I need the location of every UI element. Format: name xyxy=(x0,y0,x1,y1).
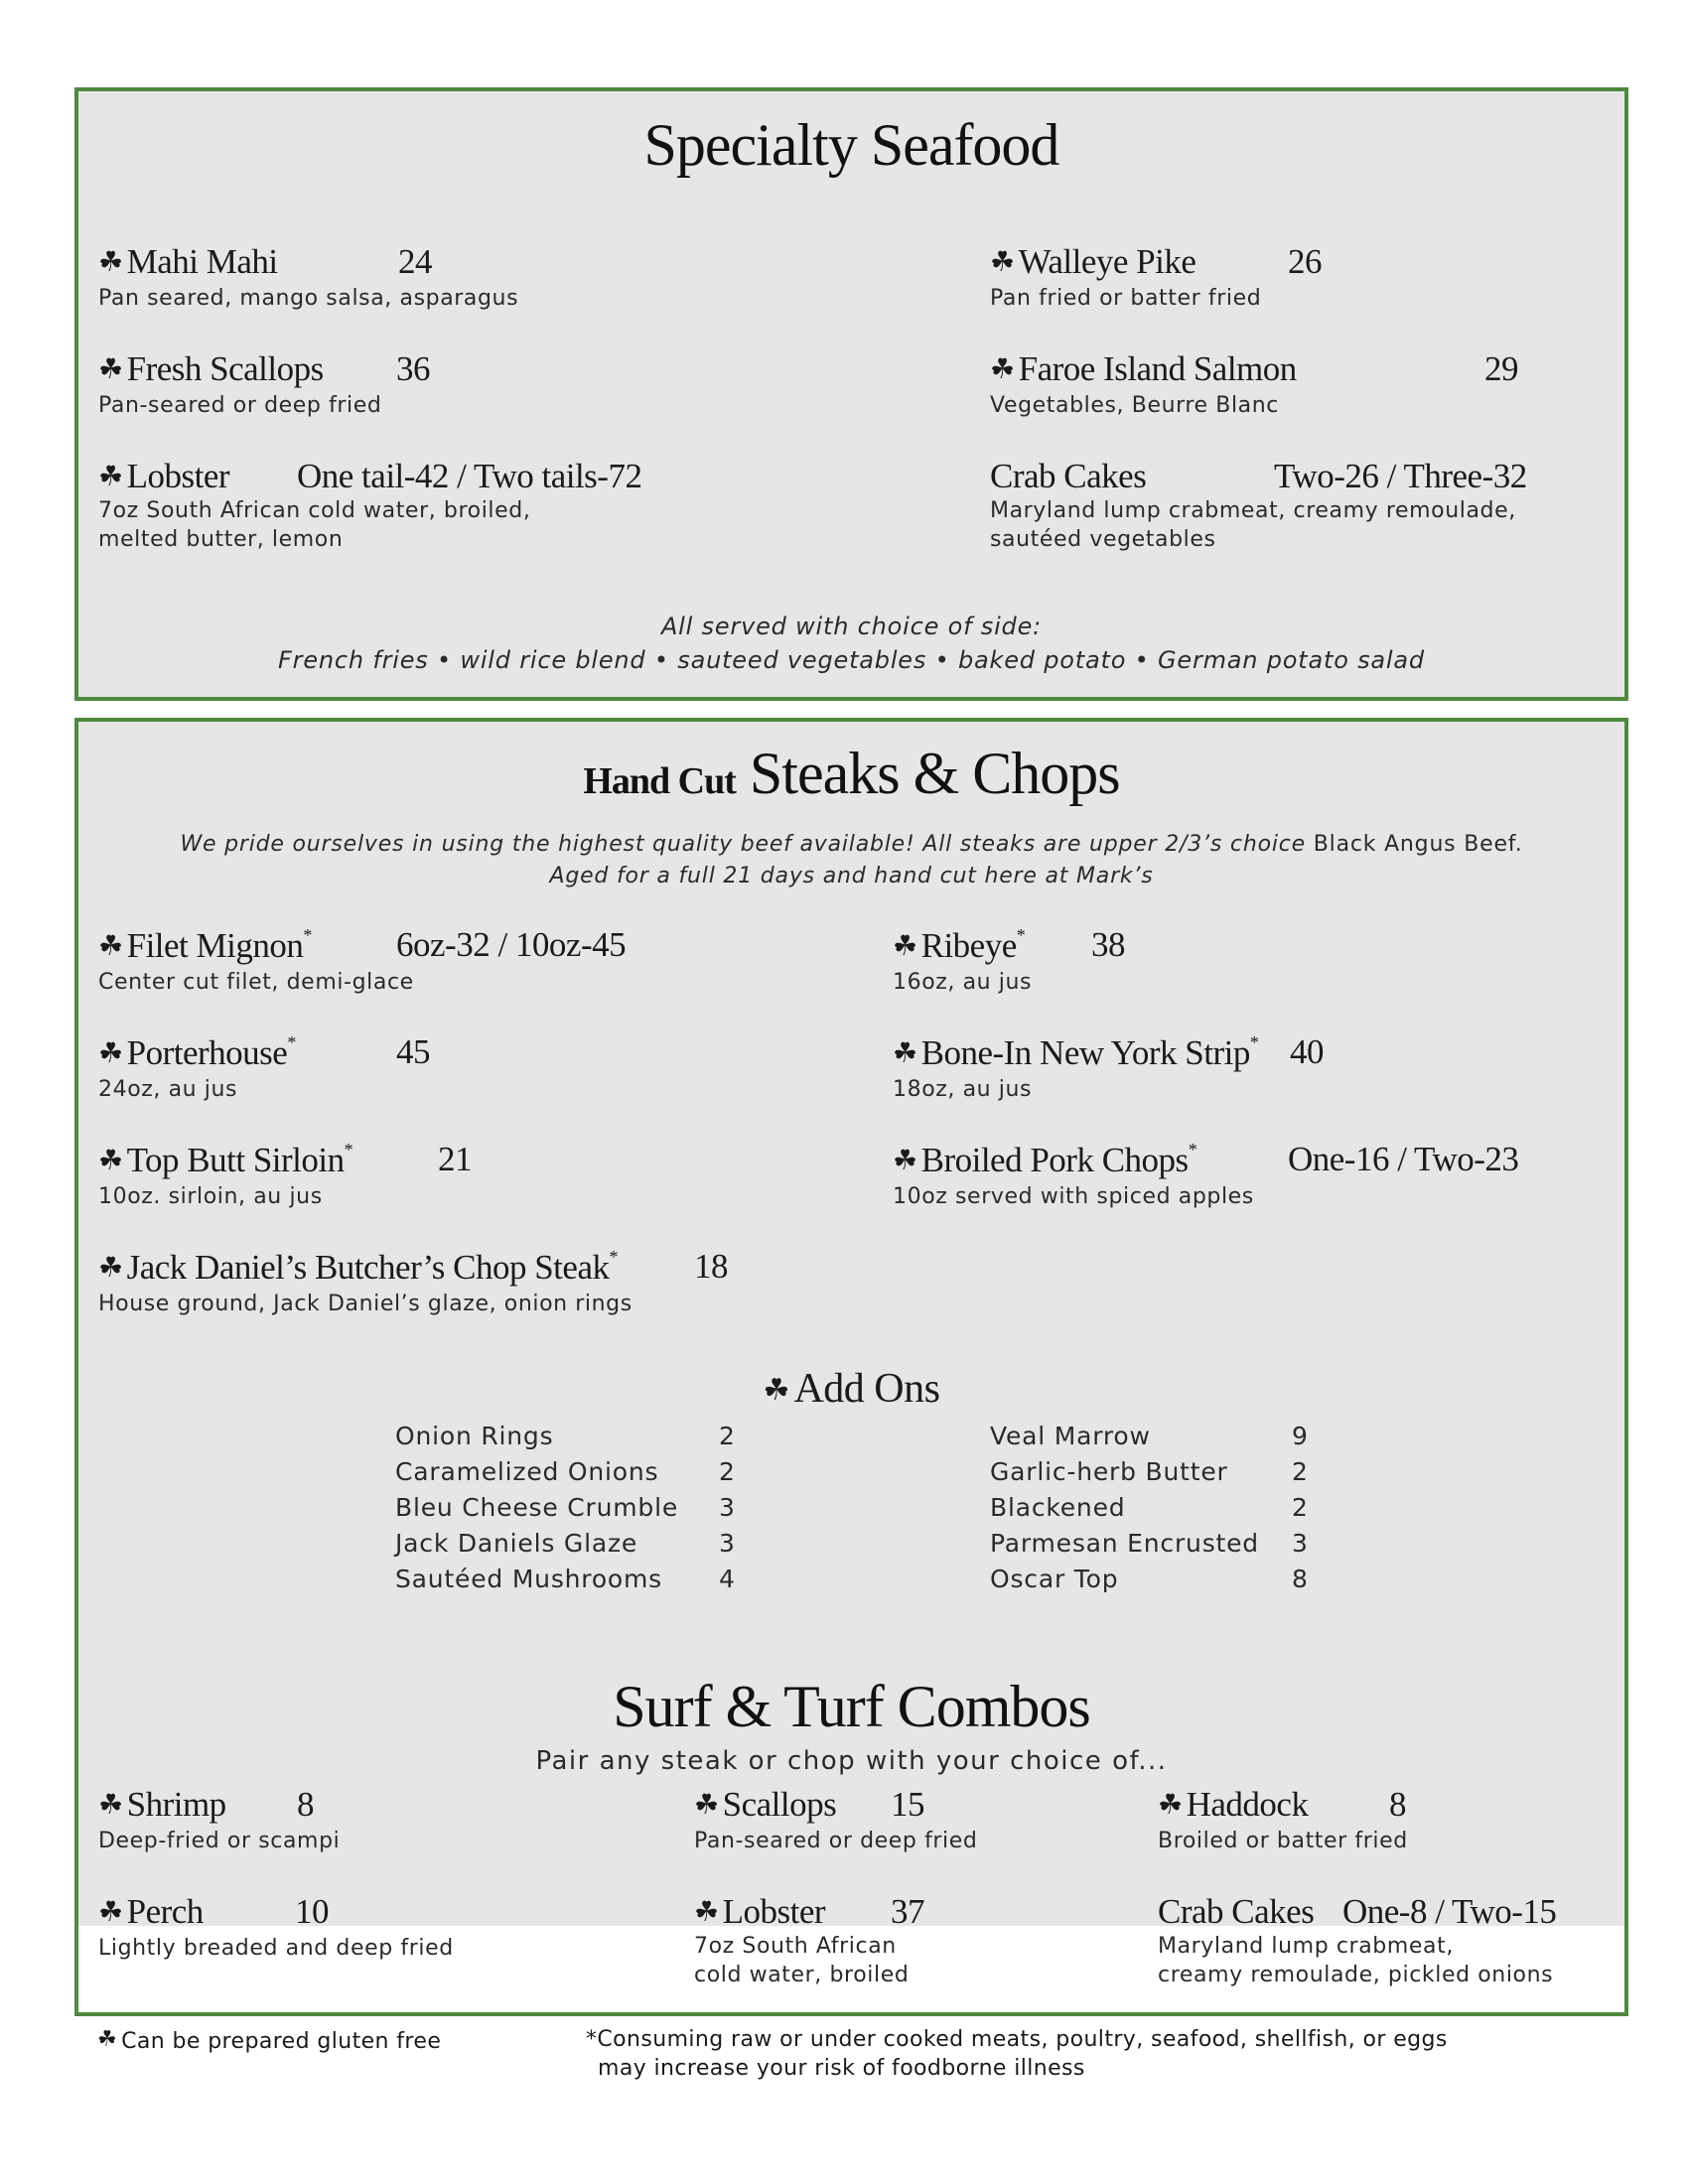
item-desc: Center cut filet, demi-glace xyxy=(98,970,414,995)
specialty-seafood-panel xyxy=(74,87,1628,701)
item-name: Porterhouse xyxy=(126,1033,288,1072)
shamrock-icon: ☘ xyxy=(990,354,1015,385)
warning-line: may increase your risk of foodborne illness xyxy=(598,2056,1085,2081)
section-title-steaks xyxy=(78,740,1624,808)
menu-item xyxy=(694,1892,924,1989)
item-name: Crab Cakes xyxy=(1158,1892,1315,1931)
item-price: 8 xyxy=(1389,1785,1406,1824)
addons-title xyxy=(78,1365,1624,1413)
addon-price: 3 xyxy=(719,1493,736,1522)
item-name: Broiled Pork Chops xyxy=(920,1141,1189,1179)
addon-price: 2 xyxy=(719,1422,736,1450)
raw-warning-mark: * xyxy=(1249,1032,1259,1052)
intro-emphasis: Black Angus Beef. xyxy=(1313,832,1523,857)
item-price: 8 xyxy=(297,1785,314,1824)
raw-warning-mark: * xyxy=(1016,925,1026,945)
addon-price: 2 xyxy=(1292,1457,1309,1486)
item-desc: 7oz South African xyxy=(694,1934,897,1959)
raw-warning-mark: * xyxy=(287,1032,296,1052)
addon-price: 9 xyxy=(1292,1422,1309,1450)
item-price: 24 xyxy=(398,242,432,281)
steaks-intro-2: Aged for a full 21 days and hand cut here at Mark’s xyxy=(549,864,1154,888)
shamrock-icon: ☘ xyxy=(98,1790,123,1821)
item-name: Haddock xyxy=(1186,1785,1309,1824)
item-name: Filet Mignon xyxy=(126,926,304,965)
shamrock-icon: ☘ xyxy=(1158,1790,1183,1821)
item-desc: Broiled or batter fried xyxy=(1158,1829,1408,1853)
addon-name: Blackened xyxy=(990,1493,1126,1522)
gluten-free-note xyxy=(97,2025,441,2056)
item-price: 40 xyxy=(1290,1032,1324,1071)
shamrock-icon: ☘ xyxy=(893,1038,917,1069)
item-name: Scallops xyxy=(722,1785,837,1824)
item-desc: Maryland lump crabmeat, xyxy=(1158,1934,1454,1959)
addon-name: Onion Rings xyxy=(395,1422,554,1450)
shamrock-icon: ☘ xyxy=(98,247,123,278)
item-price: One-8 / Two-15 xyxy=(1342,1892,1557,1931)
item-price: 10 xyxy=(295,1892,329,1931)
addon-price: 3 xyxy=(1292,1529,1309,1558)
item-price: 36 xyxy=(396,349,430,388)
combos-subtitle: Pair any steak or chop with your choice of... xyxy=(535,1746,1168,1776)
item-name: Fresh Scallops xyxy=(126,349,324,388)
addon-name: Oscar Top xyxy=(990,1565,1119,1593)
item-desc: creamy remoulade, pickled onions xyxy=(1158,1963,1554,1987)
item-desc: Deep-fried or scampi xyxy=(98,1829,341,1853)
addon-name: Caramelized Onions xyxy=(395,1457,659,1486)
menu-item xyxy=(893,1140,1519,1211)
shamrock-icon: ☘ xyxy=(98,354,123,385)
addon-name: Bleu Cheese Crumble xyxy=(395,1493,679,1522)
item-price: 38 xyxy=(1091,925,1125,964)
item-desc: Vegetables, Beurre Blanc xyxy=(990,393,1279,418)
menu-item xyxy=(98,457,642,554)
shamrock-icon: ☘ xyxy=(98,931,123,962)
menu-item xyxy=(98,349,430,420)
item-desc: 18oz, au jus xyxy=(893,1077,1033,1102)
addon-name: Garlic-herb Butter xyxy=(990,1457,1228,1486)
menu-item xyxy=(1158,1892,1557,1989)
menu-item xyxy=(98,1140,472,1211)
menu-item xyxy=(990,242,1322,313)
shamrock-icon: ☘ xyxy=(98,1897,123,1928)
shamrock-icon: ☘ xyxy=(694,1897,719,1928)
item-price: 29 xyxy=(1484,349,1518,388)
item-desc: 16oz, au jus xyxy=(893,970,1033,995)
item-desc: House ground, Jack Daniel’s glaze, onion rings xyxy=(98,1292,633,1316)
addon-price: 4 xyxy=(719,1565,736,1593)
shamrock-icon: ☘ xyxy=(98,462,123,492)
menu-item xyxy=(893,1032,1324,1104)
raw-warning-mark: * xyxy=(303,925,312,945)
item-name: Walleye Pike xyxy=(1018,242,1196,281)
item-name: Jack Daniel’s Butcher’s Chop Steak xyxy=(126,1248,610,1287)
raw-warning-mark: * xyxy=(1188,1140,1197,1160)
raw-warning-mark: * xyxy=(344,1140,353,1160)
raw-warning-mark: * xyxy=(609,1247,618,1267)
section-title-combos: Surf & Turf Combos xyxy=(613,1674,1090,1739)
item-desc: 7oz South African cold water, broiled, xyxy=(98,498,531,523)
menu-item xyxy=(893,925,1125,997)
item-price: 26 xyxy=(1288,242,1322,281)
item-name: Shrimp xyxy=(126,1785,226,1824)
addon-price: 3 xyxy=(719,1529,736,1558)
addon-price: 2 xyxy=(1292,1493,1309,1522)
item-desc: Maryland lump crabmeat, creamy remoulade, xyxy=(990,498,1516,523)
item-price: 18 xyxy=(694,1247,728,1286)
item-desc: Pan-seared or deep fried xyxy=(694,1829,978,1853)
item-desc: cold water, broiled xyxy=(694,1963,910,1987)
item-name: Bone-In New York Strip xyxy=(920,1033,1250,1072)
menu-item xyxy=(98,1892,454,1963)
addon-price: 8 xyxy=(1292,1565,1309,1593)
menu-item xyxy=(98,1247,728,1318)
item-price: 37 xyxy=(891,1892,924,1931)
menu-item xyxy=(98,242,518,313)
item-name: Ribeye xyxy=(920,926,1017,965)
item-desc: 24oz, au jus xyxy=(98,1077,238,1102)
item-price: One tail-42 / Two tails-72 xyxy=(297,457,642,495)
item-name: Crab Cakes xyxy=(990,457,1147,495)
menu-item xyxy=(98,1032,430,1104)
item-name: Lobster xyxy=(126,457,230,495)
menu-item xyxy=(98,925,627,997)
shamrock-icon: ☘ xyxy=(98,1038,123,1069)
item-price: 45 xyxy=(396,1032,430,1071)
sides-list: French fries • wild rice blend • sauteed vegetables • baked potato • German potato salad xyxy=(278,646,1425,674)
item-name: Perch xyxy=(126,1892,204,1931)
item-desc: Pan-seared or deep fried xyxy=(98,393,382,418)
shamrock-icon: ☘ xyxy=(98,1253,123,1284)
menu-item xyxy=(98,1785,340,1855)
title-main: Steaks & Chops xyxy=(749,741,1120,806)
shamrock-icon: ☘ xyxy=(97,2027,118,2052)
shamrock-icon: ☘ xyxy=(763,1374,790,1407)
item-desc: 10oz served with spiced apples xyxy=(893,1184,1254,1209)
addon-price: 2 xyxy=(719,1457,736,1486)
item-desc: melted butter, lemon xyxy=(98,527,344,552)
shamrock-icon: ☘ xyxy=(893,1146,917,1176)
item-desc: sautéed vegetables xyxy=(990,527,1216,552)
sides-heading: All served with choice of side: xyxy=(660,613,1043,640)
warning-line: *Consuming raw or under cooked meats, poultry, seafood, shellfish, or eggs xyxy=(586,2027,1448,2052)
item-name: Faroe Island Salmon xyxy=(1018,349,1297,388)
item-desc: Pan seared, mango salsa, asparagus xyxy=(98,286,519,311)
item-desc: 10oz. sirloin, au jus xyxy=(98,1184,323,1209)
item-name: Mahi Mahi xyxy=(126,242,278,281)
shamrock-icon: ☘ xyxy=(98,1146,123,1176)
menu-item xyxy=(694,1785,977,1855)
menu-item xyxy=(990,349,1518,420)
title-prefix: Hand Cut xyxy=(583,760,736,802)
shamrock-icon: ☘ xyxy=(990,247,1015,278)
steaks-chops-panel xyxy=(74,718,1628,2016)
item-name: Top Butt Sirloin xyxy=(126,1141,345,1179)
gluten-free-text: Can be prepared gluten free xyxy=(121,2029,442,2054)
item-name: Lobster xyxy=(722,1892,826,1931)
item-desc: Lightly breaded and deep fried xyxy=(98,1936,454,1961)
item-price: 6oz-32 / 10oz-45 xyxy=(396,925,627,964)
item-desc: Pan fried or batter fried xyxy=(990,286,1262,311)
steaks-intro xyxy=(78,829,1624,861)
shamrock-icon: ☘ xyxy=(893,931,917,962)
item-price: One-16 / Two-23 xyxy=(1288,1140,1519,1178)
addon-name: Jack Daniels Glaze xyxy=(395,1529,638,1558)
menu-item xyxy=(990,457,1527,554)
item-price: 21 xyxy=(438,1140,472,1178)
intro-text: We pride ourselves in using the highest quality beef available! All steaks are upper 2/3’s choice xyxy=(180,832,1306,857)
consumption-warning xyxy=(586,2025,1448,2083)
addon-name: Parmesan Encrusted xyxy=(990,1529,1259,1558)
addon-name: Sautéed Mushrooms xyxy=(395,1565,662,1593)
shamrock-icon: ☘ xyxy=(694,1790,719,1821)
section-title-seafood: Specialty Seafood xyxy=(643,112,1059,178)
addon-name: Veal Marrow xyxy=(990,1422,1151,1450)
addons-title-text: Add Ons xyxy=(793,1366,940,1412)
item-price: Two-26 / Three-32 xyxy=(1274,457,1527,495)
menu-item xyxy=(1158,1785,1408,1855)
item-price: 15 xyxy=(891,1785,924,1824)
